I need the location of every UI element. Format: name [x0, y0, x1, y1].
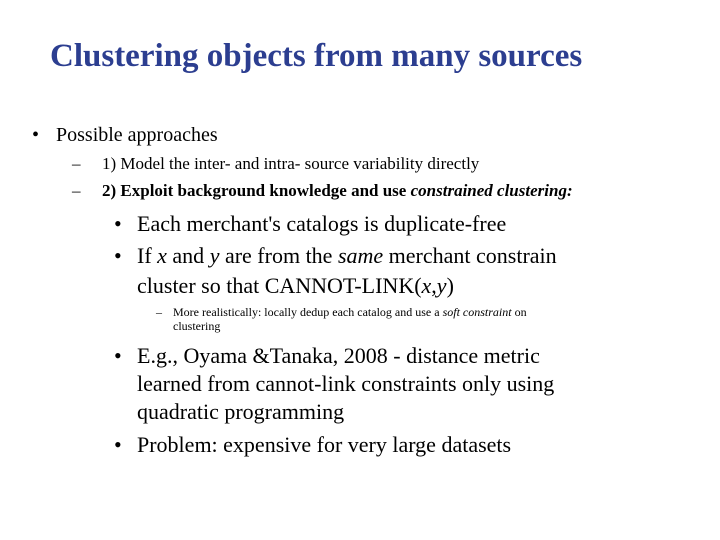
soft-constraint-term: soft constraint	[442, 305, 512, 319]
text-run: More realistically: locally dedup each catalog and use a	[173, 305, 443, 319]
item-duplicate-free: Each merchant's catalogs is duplicate-free	[137, 211, 507, 236]
bullet-dot: •	[114, 343, 122, 368]
var-y: y	[209, 243, 220, 268]
text-run: If	[137, 243, 158, 268]
text-run: ,	[431, 273, 437, 298]
item-problem: Problem: expensive for very large datasets	[137, 432, 512, 457]
same-term: same	[337, 243, 384, 268]
sub-bullet-exploit	[102, 181, 573, 201]
item-oyama-line3: quadratic programming	[137, 399, 345, 424]
item-same-merchant-line1	[137, 243, 557, 269]
note-line2: clustering	[173, 319, 221, 333]
item-oyama-line1: E.g., Oyama &Tanaka, 2008 - distance metric	[137, 343, 540, 368]
text-run: cluster so that CANNOT-LINK(	[137, 273, 422, 298]
bullet-dot: •	[114, 432, 122, 457]
var-y: y	[436, 273, 447, 298]
constrained-clustering-term: constrained clustering:	[410, 181, 573, 200]
sub-bullet-model: 1) Model the inter- and intra- source variability directly	[102, 154, 480, 173]
bullet-dot: •	[32, 124, 40, 146]
note-line1	[173, 305, 527, 320]
var-x: x	[421, 273, 432, 298]
var-x: x	[157, 243, 167, 268]
item-same-merchant-line2	[137, 273, 454, 299]
bullet-possible-approaches: Possible approaches	[56, 124, 218, 146]
bullet-dot: •	[114, 211, 122, 236]
text-run: and	[166, 243, 210, 268]
dash-bullet: –	[156, 305, 162, 319]
text-run: )	[446, 273, 454, 298]
text-run: are from the	[219, 243, 338, 268]
bullet-dot: •	[114, 243, 122, 268]
exploit-text: 2) Exploit background knowledge and use	[102, 181, 411, 200]
dash-bullet: –	[72, 181, 81, 200]
text-run: on	[511, 305, 527, 319]
item-oyama-line2: learned from cannot-link constraints only using	[137, 371, 555, 396]
text-run: merchant constrain	[383, 243, 557, 268]
slide-title: Clustering objects from many sources	[50, 38, 583, 74]
dash-bullet: –	[72, 154, 81, 173]
